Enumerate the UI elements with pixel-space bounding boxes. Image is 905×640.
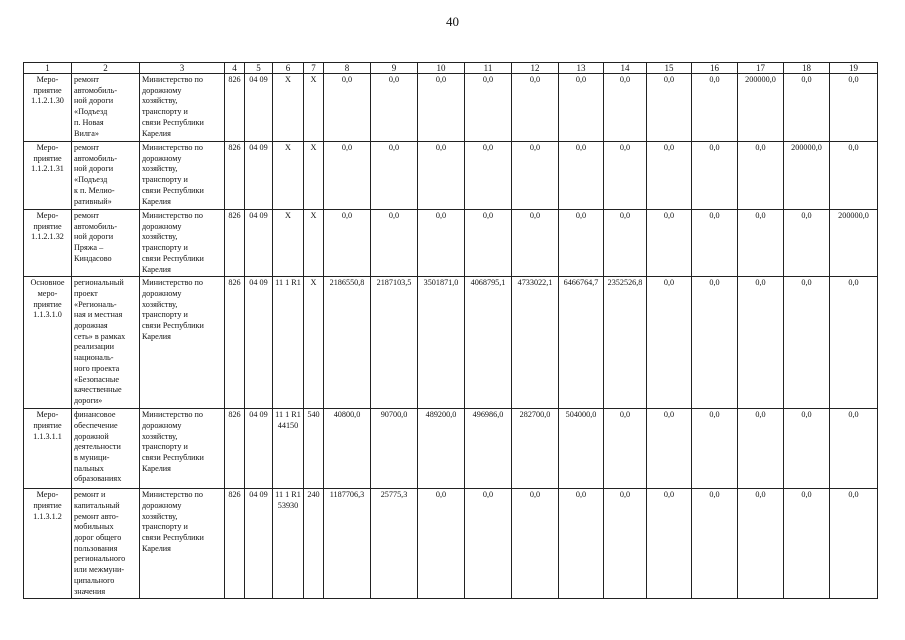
value-cell: 0,0	[738, 142, 784, 210]
value-cell: 0,0	[324, 210, 371, 277]
value-cell: 0,0	[559, 489, 604, 599]
executor-cell: Министерство по дорожному хозяйству, транспорту и связи Республики Карелия	[140, 74, 225, 142]
value-cell: 0,0	[784, 210, 830, 277]
value-cell: 0,0	[647, 74, 692, 142]
value-cell: 0,0	[692, 489, 738, 599]
budget-code-cell: 04 09	[245, 74, 273, 142]
budget-table	[23, 62, 878, 599]
value-cell: 0,0	[830, 277, 878, 409]
value-cell: 0,0	[604, 74, 647, 142]
budget-code-cell: 826	[225, 489, 245, 599]
value-cell: 2352526,8	[604, 277, 647, 409]
value-cell: 0,0	[465, 142, 512, 210]
budget-code-cell: 04 09	[245, 277, 273, 409]
column-number: 16	[692, 63, 738, 74]
column-number: 4	[225, 63, 245, 74]
budget-code-cell: 04 09	[245, 142, 273, 210]
value-cell: 0,0	[324, 74, 371, 142]
budget-code-cell: 240	[304, 489, 324, 599]
value-cell: 0,0	[559, 74, 604, 142]
budget-code-cell: X	[304, 142, 324, 210]
measure-code-cell: Меро- приятие 1.1.2.1.30	[24, 74, 72, 142]
value-cell: 0,0	[324, 142, 371, 210]
value-cell: 2186550,8	[324, 277, 371, 409]
value-cell: 0,0	[738, 489, 784, 599]
column-number: 11	[465, 63, 512, 74]
value-cell: 0,0	[647, 489, 692, 599]
value-cell: 0,0	[647, 210, 692, 277]
value-cell: 0,0	[418, 210, 465, 277]
value-cell: 282700,0	[512, 409, 559, 489]
column-number: 8	[324, 63, 371, 74]
column-number: 6	[273, 63, 304, 74]
value-cell: 0,0	[784, 489, 830, 599]
budget-code-cell: X	[304, 277, 324, 409]
value-cell: 0,0	[692, 409, 738, 489]
value-cell: 0,0	[559, 210, 604, 277]
value-cell: 0,0	[738, 277, 784, 409]
measure-code-cell: Меро- приятие 1.1.3.1.1	[24, 409, 72, 489]
value-cell: 0,0	[738, 409, 784, 489]
budget-code-cell: 11 1 R1 53930	[273, 489, 304, 599]
executor-cell: Министерство по дорожному хозяйству, транспорту и связи Республики Карелия	[140, 409, 225, 489]
value-cell: 4733022,1	[512, 277, 559, 409]
table-row	[24, 142, 878, 210]
value-cell: 200000,0	[738, 74, 784, 142]
value-cell: 200000,0	[784, 142, 830, 210]
column-number: 14	[604, 63, 647, 74]
value-cell: 0,0	[512, 142, 559, 210]
value-cell: 0,0	[647, 409, 692, 489]
column-number: 12	[512, 63, 559, 74]
budget-code-cell: X	[273, 142, 304, 210]
value-cell: 0,0	[604, 489, 647, 599]
executor-cell: Министерство по дорожному хозяйству, транспорту и связи Республики Карелия	[140, 210, 225, 277]
value-cell: 0,0	[604, 210, 647, 277]
budget-code-cell: X	[273, 74, 304, 142]
column-number: 7	[304, 63, 324, 74]
value-cell: 0,0	[418, 74, 465, 142]
value-cell: 0,0	[418, 142, 465, 210]
table-row	[24, 489, 878, 599]
budget-code-cell: 04 09	[245, 409, 273, 489]
measure-name-cell: финансовое обеспечение дорожной деятельности в муници- пальных образованиях	[72, 409, 140, 489]
budget-code-cell: 04 09	[245, 210, 273, 277]
value-cell: 0,0	[830, 142, 878, 210]
value-cell: 0,0	[465, 210, 512, 277]
value-cell: 0,0	[418, 489, 465, 599]
value-cell: 0,0	[784, 74, 830, 142]
measure-code-cell: Основное меро- приятие 1.1.3.1.0	[24, 277, 72, 409]
measure-name-cell: региональный проект «Региональ- ная и местная дорожная сеть» в рамках реализации националь- ного проекта «Безопасные качественные дороги»	[72, 277, 140, 409]
column-number: 1	[24, 63, 72, 74]
value-cell: 0,0	[784, 409, 830, 489]
value-cell: 0,0	[830, 489, 878, 599]
column-number: 18	[784, 63, 830, 74]
table-row	[24, 74, 878, 142]
column-number: 19	[830, 63, 878, 74]
column-number: 13	[559, 63, 604, 74]
table-row	[24, 277, 878, 409]
budget-code-cell: 826	[225, 409, 245, 489]
value-cell: 0,0	[465, 489, 512, 599]
budget-code-cell: 11 1 R1	[273, 277, 304, 409]
value-cell: 0,0	[371, 74, 418, 142]
value-cell: 0,0	[512, 489, 559, 599]
value-cell: 489200,0	[418, 409, 465, 489]
value-cell: 90700,0	[371, 409, 418, 489]
column-number: 3	[140, 63, 225, 74]
budget-code-cell: 826	[225, 74, 245, 142]
value-cell: 4068795,1	[465, 277, 512, 409]
value-cell: 0,0	[692, 142, 738, 210]
value-cell: 25775,3	[371, 489, 418, 599]
measure-name-cell: ремонт автомобиль- ной дороги «Подъезд п. Новая Вилга»	[72, 74, 140, 142]
value-cell: 0,0	[692, 74, 738, 142]
measure-code-cell: Меро- приятие 1.1.2.1.31	[24, 142, 72, 210]
value-cell: 0,0	[830, 409, 878, 489]
budget-code-cell: 11 1 R1 44150	[273, 409, 304, 489]
budget-code-cell: 826	[225, 210, 245, 277]
measure-name-cell: ремонт и капитальный ремонт авто- мобильных дорог общего пользования регионального или межмуни- ципального значения	[72, 489, 140, 599]
column-number-row	[24, 63, 878, 74]
page-number: 40	[446, 14, 459, 29]
measure-code-cell: Меро- приятие 1.1.2.1.32	[24, 210, 72, 277]
budget-code-cell: 826	[225, 277, 245, 409]
value-cell: 496986,0	[465, 409, 512, 489]
measure-name-cell: ремонт автомобиль- ной дороги Пряжа – Киндасово	[72, 210, 140, 277]
value-cell: 0,0	[692, 210, 738, 277]
budget-code-cell: 826	[225, 142, 245, 210]
value-cell: 0,0	[512, 210, 559, 277]
value-cell: 0,0	[371, 210, 418, 277]
value-cell: 6466764,7	[559, 277, 604, 409]
value-cell: 0,0	[604, 142, 647, 210]
value-cell: 3501871,0	[418, 277, 465, 409]
value-cell: 0,0	[738, 210, 784, 277]
measure-code-cell: Меро- приятие 1.1.3.1.2	[24, 489, 72, 599]
value-cell: 40800,0	[324, 409, 371, 489]
column-number: 5	[245, 63, 273, 74]
measure-name-cell: ремонт автомобиль- ной дороги «Подъезд к п. Мелио- ративный»	[72, 142, 140, 210]
table-row	[24, 210, 878, 277]
value-cell: 0,0	[559, 142, 604, 210]
value-cell: 0,0	[692, 277, 738, 409]
budget-code-cell: 540	[304, 409, 324, 489]
executor-cell: Министерство по дорожному хозяйству, транспорту и связи Республики Карелия	[140, 489, 225, 599]
executor-cell: Министерство по дорожному хозяйству, транспорту и связи Республики Карелия	[140, 142, 225, 210]
value-cell: 0,0	[784, 277, 830, 409]
budget-code-cell: X	[273, 210, 304, 277]
value-cell: 0,0	[512, 74, 559, 142]
budget-code-cell: 04 09	[245, 489, 273, 599]
value-cell: 0,0	[371, 142, 418, 210]
executor-cell: Министерство по дорожному хозяйству, транспорту и связи Республики Карелия	[140, 277, 225, 409]
budget-code-cell: X	[304, 210, 324, 277]
value-cell: 0,0	[647, 277, 692, 409]
table-row	[24, 409, 878, 489]
value-cell: 200000,0	[830, 210, 878, 277]
value-cell: 0,0	[604, 409, 647, 489]
column-number: 9	[371, 63, 418, 74]
value-cell: 2187103,5	[371, 277, 418, 409]
value-cell: 1187706,3	[324, 489, 371, 599]
value-cell: 0,0	[830, 74, 878, 142]
column-number: 10	[418, 63, 465, 74]
value-cell: 0,0	[647, 142, 692, 210]
value-cell: 504000,0	[559, 409, 604, 489]
column-number: 15	[647, 63, 692, 74]
budget-code-cell: X	[304, 74, 324, 142]
column-number: 2	[72, 63, 140, 74]
column-number: 17	[738, 63, 784, 74]
value-cell: 0,0	[465, 74, 512, 142]
